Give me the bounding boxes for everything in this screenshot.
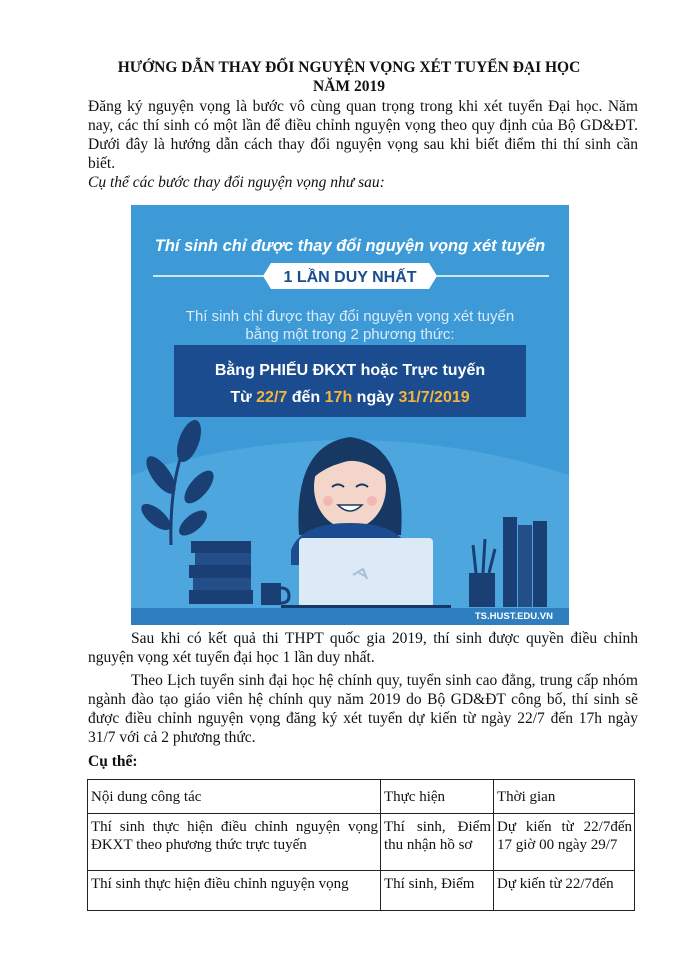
- title-line-2: NĂM 2019: [313, 78, 385, 95]
- table-header-row: [88, 780, 635, 814]
- table-cell: Dự kiến từ 22/7đến: [494, 871, 635, 911]
- table-row: [88, 814, 635, 871]
- intro-paragraph: Đăng ký nguyện vọng là bước vô cùng quan trọng trong khi xét tuyển Đại học. Năm nay, các thí sinh có một lần để điều chỉnh nguyện vọng theo quy định của Bộ GD&ĐT. Dưới đây là hướng dẫn cách thay đổi nguyện vọng sau khi biết điểm thi thí sinh cần biết.: [88, 98, 638, 172]
- table-row: [88, 871, 635, 911]
- table-cell: Thí sinh thực hiện điều chỉnh nguyện vọng: [88, 871, 381, 911]
- poster-sub-line-1: Thí sinh chỉ được thay đổi nguyện vọng xét tuyển: [185, 308, 515, 325]
- cu-the-heading: Cụ thể:: [88, 753, 138, 770]
- table-cell: Thí sinh thực hiện điều chỉnh nguyện vọng ĐKXT theo phương thức trực tuyến: [88, 814, 381, 871]
- table-header-cell: Thời gian: [494, 780, 635, 814]
- steps-heading: Cụ thể các bước thay đổi nguyện vọng như sau:: [88, 174, 385, 191]
- poster-banner: 1 LẦN DUY NHẤT: [283, 269, 417, 286]
- poster-heading: Thí sinh chỉ được thay đổi nguyện vọng xét tuyển: [154, 237, 546, 255]
- poster-sub-line-2: bằng một trong 2 phương thức:: [245, 326, 455, 343]
- table-cell: Dự kiến từ 22/7đến 17 giờ 00 ngày 29/7: [494, 814, 635, 871]
- poster-method: Bằng PHIẾU ĐKXT hoặc Trực tuyến: [214, 362, 486, 379]
- poster-graphic: [131, 205, 569, 625]
- books-illustration: [189, 541, 253, 604]
- table-cell: Thí sinh, Điểm thu nhận hồ sơ: [381, 814, 494, 871]
- table-header-cell: Nội dung công tác: [88, 780, 381, 814]
- title-line-1: HƯỚNG DẪN THAY ĐỔI NGUYỆN VỌNG XÉT TUYỂN ĐẠI HỌC: [117, 59, 581, 76]
- laptop-illustration: [281, 538, 451, 613]
- paragraph-1: Sau khi có kết quả thi THPT quốc gia 2019, thí sinh được quyền điều chỉnh nguyện vọng xét tuyển đại học 1 lần duy nhất.: [88, 630, 638, 666]
- poster-website: TS.HUST.EDU.VN: [474, 611, 553, 622]
- infographic-poster: [131, 205, 569, 625]
- paragraph-2: Theo Lịch tuyển sinh đại học hệ chính quy, tuyển sinh cao đẳng, trung cấp nhóm ngành đào tạo giáo viên hệ chính quy năm 2019 do Bộ GD&ĐT công bố, thí sinh sẽ được điều chỉnh nguyện vọng đăng ký xét tuyển dự kiến từ ngày 22/7 đến 17h ngày 31/7 với cả 2 phương thức.: [88, 672, 638, 746]
- table-cell: Thí sinh, Điểm: [381, 871, 494, 911]
- page-title: [60, 58, 638, 96]
- poster-date: Từ 22/7 đến 17h ngày 31/7/2019: [230, 389, 470, 406]
- schedule-table: [87, 779, 635, 911]
- table-header-cell: Thực hiện: [381, 780, 494, 814]
